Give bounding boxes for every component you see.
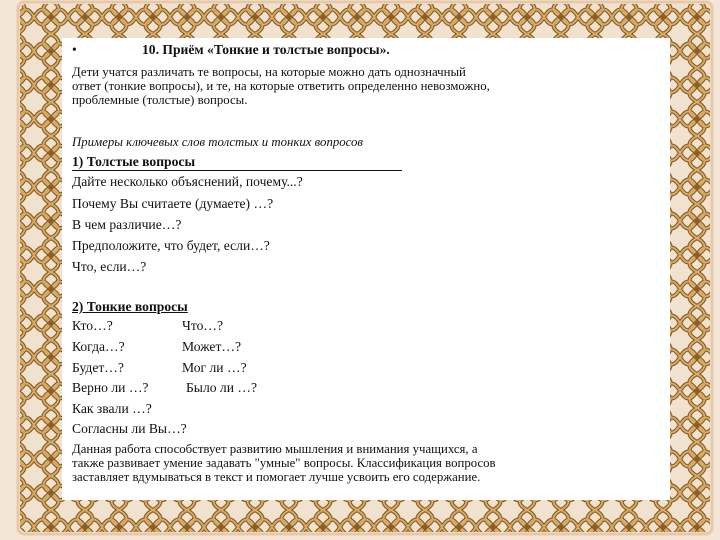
page-title: 10. Приём «Тонкие и толстые вопросы». xyxy=(142,42,390,57)
thin-question-item: Кто…? xyxy=(72,318,113,333)
thin-question-item: Что…? xyxy=(182,318,224,333)
conclusion-line: также развивает умение задавать "умные" вопросы. Классификация вопросов xyxy=(72,456,496,470)
heading-line xyxy=(72,42,390,58)
intro-line: проблемные (толстые) вопросы. xyxy=(72,93,248,107)
bullet: • xyxy=(72,42,77,57)
thick-questions-title: 1) Толстые вопросы xyxy=(72,154,196,169)
thin-question-item: Было ли …? xyxy=(186,380,258,395)
thin-question-item: Мог ли …? xyxy=(182,360,247,375)
thin-question-item: Согласны ли Вы…? xyxy=(72,421,187,436)
thin-question-item: Будет…? xyxy=(72,360,124,375)
conclusion-line: заставляет вдумываться в текст и помогает лучше усвоить его содержание. xyxy=(72,470,481,484)
thin-question-item: Как звали …? xyxy=(72,401,152,416)
intro-line: ответ (тонкие вопросы), и те, на которые ответить определенно невозможно, xyxy=(72,79,490,93)
thin-questions-title: 2) Тонкие вопросы xyxy=(72,299,188,314)
thin-question-item: Когда…? xyxy=(72,339,125,354)
title-underline xyxy=(72,170,402,171)
intro-line: Дети учатся различать те вопросы, на которые можно дать однозначный xyxy=(72,65,466,79)
thick-question-item: Почему Вы считаете (думаете) …? xyxy=(72,196,274,211)
examples-caption: Примеры ключевых слов толстых и тонких вопросов xyxy=(72,135,363,149)
thick-question-item: В чем различие…? xyxy=(72,217,182,232)
thick-question-item: Дайте несколько объяснений, почему...? xyxy=(72,174,303,189)
thin-question-item: Может…? xyxy=(182,339,242,354)
thick-question-item: Предположите, что будет, если…? xyxy=(72,238,270,253)
thick-question-item: Что, если…? xyxy=(72,259,147,274)
conclusion-line: Данная работа способствует развитию мышления и внимания учащихся, а xyxy=(72,442,478,456)
thin-question-item: Верно ли …? xyxy=(72,380,149,395)
